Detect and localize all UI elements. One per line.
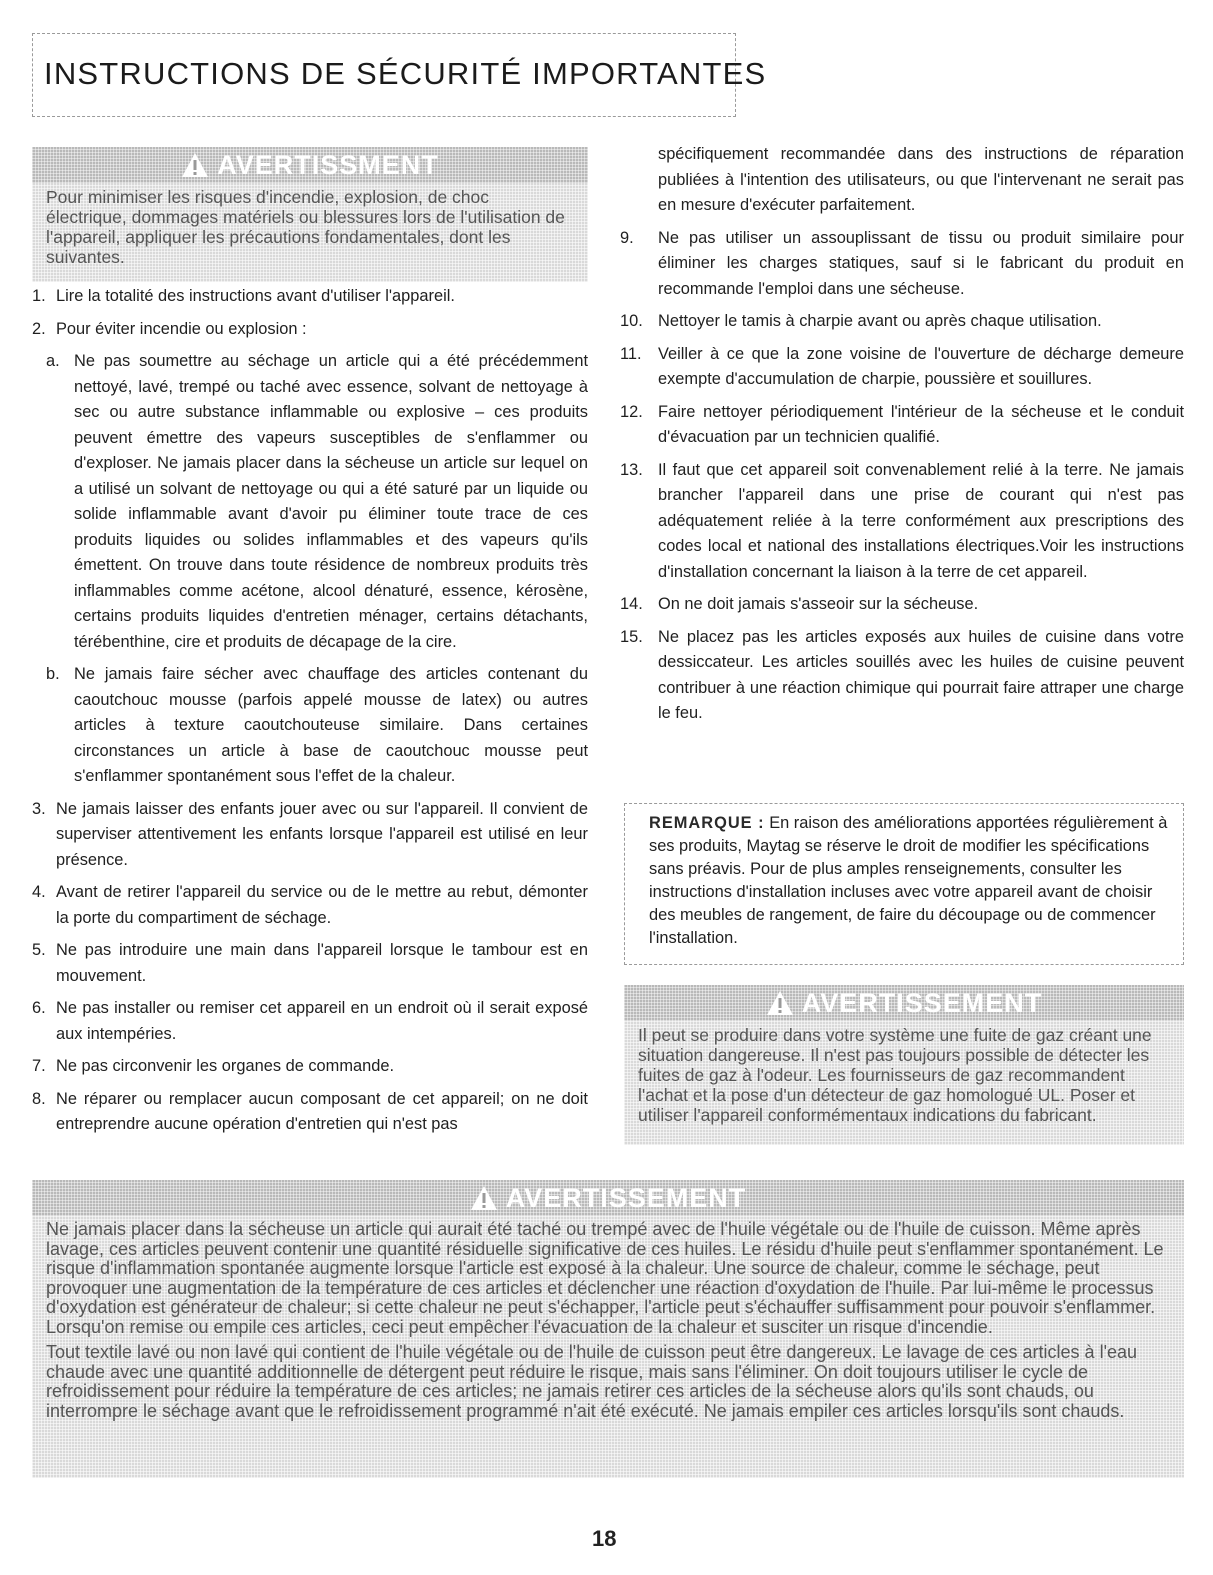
remark-text: En raison des améliorations apportées régulièrement à ses produits, Maytag se réserve le droit de modifier les spécifications sans préavis. Pour de plus amples renseignements, consulter les instructions d'installation incluses avec votre appareil avant de choisir des meubles de rangement, de faire du découpage ou de commencer l'installation. bbox=[649, 814, 1168, 947]
warning-text: Pour minimiser les risques d'incendie, explosion, de choc électrique, dommages matériels ou blessures lors de l'utilisation de l'appareil, appliquer les précautions fondamentales, dont les suivantes. bbox=[32, 183, 588, 282]
item-number: 11. bbox=[620, 344, 642, 363]
item-number: 3. bbox=[32, 799, 46, 818]
item-number: 6. bbox=[32, 999, 46, 1017]
list-item bbox=[32, 349, 588, 655]
list-item bbox=[32, 662, 588, 790]
item-number: 12. bbox=[620, 402, 643, 421]
warning-box-2 bbox=[624, 985, 1184, 1135]
item-text: Veiller à ce que la zone voisine de l'ouverture de décharge demeure exempte d'accumulation de charpie, poussière et souillures. bbox=[658, 344, 1184, 388]
item-text: Nettoyer le tamis à charpie avant ou après chaque utilisation. bbox=[658, 312, 1102, 330]
warning-triangle-icon bbox=[766, 990, 794, 1016]
list-item bbox=[620, 142, 1184, 219]
warning-label: AVERTISSMENT bbox=[217, 149, 439, 180]
item-text: On ne doit jamais s'asseoir sur la sécheuse. bbox=[658, 595, 979, 613]
item-text: Ne pas circonvenir les organes de commande. bbox=[56, 1057, 395, 1075]
page-title: INSTRUCTIONS DE SÉCURITÉ IMPORTANTES bbox=[44, 56, 767, 91]
item-number: 14. bbox=[620, 595, 643, 613]
list-item bbox=[32, 797, 588, 874]
warning-box-3 bbox=[32, 1180, 1184, 1468]
item-text: Ne pas soumettre au séchage un article qui a été précédemment nettoyé, lavé, trempé ou taché avec essence, solvant de nettoyage à sec ou autre substance inflammable ou explosive – ces produits peuvent émettre des vapeurs susceptibles de s'enflammer ou d'exploser. Ne jamais placer dans la sécheuse un article sur lequel on a utilisé un solvant de nettoyage ou qui a été saturé par un liquide ou solide inflammable avant d'avoir pu éliminer toute trace de ces produits liquides ou solides inflammables et des vapeurs qu'ils émettent. On trouve dans toute résidence de nombreux produits très inflammables comme acétone, alcool dénaturé, essence, kérosène, certains produits liquides d'entretien ménager, certains détachants, térébenthine, cire et produits de décapage de la cire. bbox=[74, 352, 588, 651]
item-text: Ne pas introduire une main dans l'appareil lorsque le tambour est en mouvement. bbox=[56, 941, 588, 985]
item-text: Lire la totalité des instructions avant d'utiliser l'appareil. bbox=[56, 287, 455, 305]
right-column bbox=[620, 142, 1184, 734]
item-text: Il faut que cet appareil soit convenablement relié à la terre. Ne jamais brancher l'appareil dans une prise de courant qui n'est pas adéquatement reliée à la terre conformément aux prescriptions des codes local et national des installations électriques.Voir les instructions d'installation concernant la liaison à la terre de cet appareil. bbox=[658, 460, 1184, 581]
left-column bbox=[32, 284, 588, 1145]
item-number: 10. bbox=[620, 312, 643, 330]
warning-paragraph-1: Ne jamais placer dans la sécheuse un article qui aurait été taché ou trempé avec de l'huile végétale ou de l'huile de cuisson. Même après lavage, ces articles peuvent contenir une quantité résiduelle significative de ces huiles. Le résidu d'huile peut s'enflammer spontanément. Le risque d'inflammation spontanée augmente lorsque l'article est exposé à la chaleur. Une source de chaleur, comme le séchage, peut provoquer une augmentation de la température de ces articles et déclencher une réaction d'oxydation de l'huile. Par lui-même le processus d'oxydation est générateur de chaleur; si cette chaleur ne peut s'échapper, l'article peut s'échauffer suffisamment pour pouvoir s'enflammer. Lorsqu'on remise ou empile ces articles, ceci peut empêcher l'évacuation de la chaleur et susciter un risque d'incendie. bbox=[46, 1219, 1164, 1337]
list-item bbox=[620, 592, 1184, 618]
item-number: 2. bbox=[32, 319, 46, 338]
warning-triangle-icon bbox=[470, 1185, 498, 1211]
item-number: a. bbox=[46, 352, 60, 370]
warning-paragraph-2: Tout textile lavé ou non lavé qui contient de l'huile végétale ou de l'huile de cuisson peut être dangereux. Le lavage de ces articles à l'eau chaude avec une quantité additionnelle de détergent peut réduire le risque, mais sans l'éliminer. On doit toujours utiliser le cycle de refroidissement pour réduire la température de ces articles; ne jamais retirer ces articles de la sécheuse alors qu'ils sont chauds, ou interrompre le séchage avant que le refroidissement programmé n'ait été exécuté. Ne jamais empiler ces articles lorsqu'ils sont chauds. bbox=[46, 1342, 1138, 1421]
list-item bbox=[620, 458, 1184, 586]
item-text: Ne jamais laisser des enfants jouer avec ou sur l'appareil. Il convient de superviser attentivement les enfants lorsque l'appareil est utilisé en leur présence. bbox=[56, 799, 588, 869]
warning-header bbox=[32, 1180, 1184, 1216]
warning-header bbox=[624, 985, 1184, 1021]
warning-triangle-icon bbox=[181, 152, 209, 178]
item-number: 8. bbox=[32, 1089, 46, 1108]
item-text: Ne placez pas les articles exposés aux huiles de cuisine dans votre dessiccateur. Les articles souillés avec les huiles de cuisine peuvent contribuer à une réaction chimique qui pourrait faire attraper une charge le feu. bbox=[658, 627, 1184, 722]
item-text: Avant de retirer l'appareil du service ou de le mettre au rebut, démonter la porte du compartiment de séchage. bbox=[56, 883, 588, 927]
list-item bbox=[32, 284, 588, 310]
item-text: Ne pas utiliser un assouplissant de tissu ou produit similaire pour éliminer les charges statiques, sauf si le fabricant du produit en recommande l'emploi dans une sécheuse. bbox=[658, 228, 1184, 298]
item-continuation: spécifiquement recommandée dans des instructions de réparation publiées à l'intention des utilisateurs, ou que l'intervenant ne serait pas en mesure d'exécuter parfaitement. bbox=[658, 145, 1184, 214]
warning-header bbox=[32, 147, 588, 183]
list-item bbox=[32, 880, 588, 931]
item-text: Ne réparer ou remplacer aucun composant de cet appareil; on ne doit entreprendre aucune opération d'entretien qui n'est pas bbox=[56, 1089, 588, 1133]
item-text: Pour éviter incendie ou explosion : bbox=[56, 319, 307, 338]
item-text: Faire nettoyer périodiquement l'intérieur de la sécheuse et le conduit d'évacuation par un technicien qualifié. bbox=[658, 402, 1184, 446]
remark-label: REMARQUE : bbox=[649, 814, 765, 832]
item-text: Ne pas installer ou remiser cet appareil en un endroit où il serait exposé aux intempéries. bbox=[56, 999, 588, 1043]
item-number: 1. bbox=[32, 287, 46, 305]
item-number: 15. bbox=[620, 627, 643, 646]
warning-text: Il peut se produire dans votre système une fuite de gaz créant une situation dangereuse. Il n'est pas toujours possible de détecter les fuites de gaz à l'odeur. Les fournisseurs de gaz recommandent l'achat et la pose d'un détecteur de gaz homologué UL. Poser et utiliser l'appareil conformémentaux indications du fabricant. bbox=[624, 1021, 1184, 1145]
warning-label: AVERTISSEMENT bbox=[505, 1182, 747, 1213]
list-item bbox=[620, 625, 1184, 727]
list-item bbox=[620, 400, 1184, 451]
list-item bbox=[620, 309, 1184, 335]
warning-box-1 bbox=[32, 147, 588, 272]
item-number: b. bbox=[46, 665, 60, 683]
list-item bbox=[32, 996, 588, 1047]
list-item bbox=[620, 226, 1184, 303]
list-item bbox=[32, 1087, 588, 1138]
item-number: 9. bbox=[620, 228, 634, 247]
remark-box bbox=[624, 803, 1184, 965]
item-number: 4. bbox=[32, 883, 46, 901]
list-item bbox=[32, 317, 588, 343]
page-number: 18 bbox=[592, 1526, 617, 1551]
list-item bbox=[32, 1054, 588, 1080]
item-number: 13. bbox=[620, 460, 643, 479]
warning-label: AVERTISSEMENT bbox=[801, 987, 1043, 1018]
item-number: 7. bbox=[32, 1057, 46, 1075]
item-number: 5. bbox=[32, 941, 46, 959]
list-item bbox=[32, 938, 588, 989]
list-item bbox=[620, 342, 1184, 393]
item-text: Ne jamais faire sécher avec chauffage des articles contenant du caoutchouc mousse (parfois appelé mousse de latex) ou autres articles à texture caoutchouteuse similaire. Dans certaines circonstances un article à base de caoutchouc mousse peut s'enflammer spontanément sous l'effet de la chaleur. bbox=[74, 665, 588, 785]
